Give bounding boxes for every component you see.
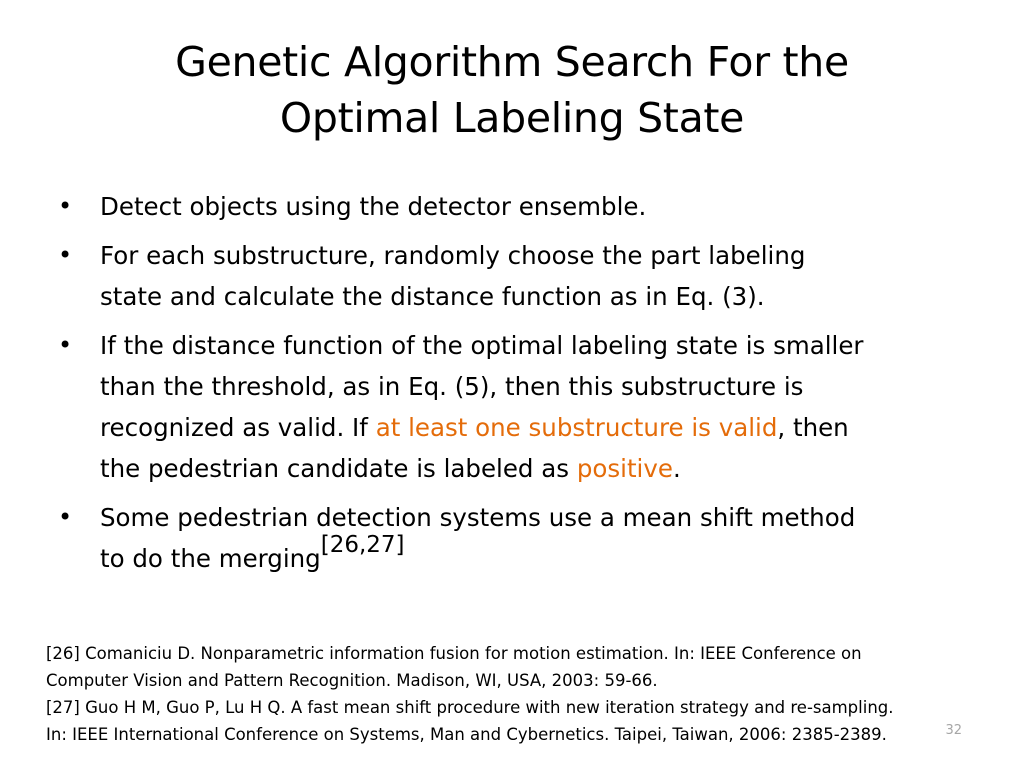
reference-26-line-2: Computer Vision and Pattern Recognition. Madison, WI, USA, 2003: 59-66. bbox=[46, 671, 658, 690]
bullet-line-2: state and calculate the distance function as in Eq. (3). bbox=[100, 282, 765, 311]
bullet-dot-icon: • bbox=[58, 503, 73, 531]
bullet-dot-icon: • bbox=[58, 331, 73, 359]
bullet-line-1: Some pedestrian detection systems use a mean shift method bbox=[100, 503, 856, 532]
bullet-item-distance bbox=[58, 325, 968, 489]
title-line-1: Genetic Algorithm Search For the bbox=[175, 38, 849, 86]
bullet-text: Detect objects using the detector ensemble. bbox=[100, 192, 647, 221]
reference-26-line-1: [26] Comaniciu D. Nonparametric information fusion for motion estimation. In: IEEE Conference on bbox=[46, 644, 862, 663]
reference-27-line-1: [27] Guo H M, Guo P, Lu H Q. A fast mean shift procedure with new iteration strategy and re-sampling. bbox=[46, 698, 894, 717]
bullet-item-mean-shift bbox=[58, 497, 968, 579]
bullet-item-substructure bbox=[58, 235, 968, 317]
bullet-line-2: to do the merging bbox=[100, 544, 321, 573]
highlight-positive-text: positive bbox=[576, 454, 673, 483]
references bbox=[46, 640, 1006, 748]
title-line-2: Optimal Labeling State bbox=[279, 94, 745, 142]
citation-superscript: [26,27] bbox=[320, 532, 405, 558]
bullet-list bbox=[58, 186, 968, 587]
bullet-line-4-pre: the pedestrian candidate is labeled as bbox=[100, 454, 577, 483]
bullet-dot-icon: • bbox=[58, 192, 73, 220]
bullet-line-4-post: . bbox=[672, 454, 681, 483]
bullet-item-detect bbox=[58, 186, 968, 227]
slide-title bbox=[40, 34, 984, 146]
slide-number: 32 bbox=[945, 723, 962, 738]
bullet-line-3-pre: recognized as valid. If bbox=[100, 413, 376, 442]
bullet-line-1: If the distance function of the optimal labeling state is smaller bbox=[100, 331, 864, 360]
bullet-line-3-post: , then bbox=[777, 413, 849, 442]
highlight-valid-text: at least one substructure is valid bbox=[375, 413, 778, 442]
bullet-line-2: than the threshold, as in Eq. (5), then this substructure is bbox=[100, 372, 804, 401]
reference-27-line-2: In: IEEE International Conference on Systems, Man and Cybernetics. Taipei, Taiwan, 2006: 2385-2389. bbox=[46, 725, 887, 744]
bullet-dot-icon: • bbox=[58, 241, 73, 269]
bullet-line-1: For each substructure, randomly choose the part labeling bbox=[100, 241, 806, 270]
